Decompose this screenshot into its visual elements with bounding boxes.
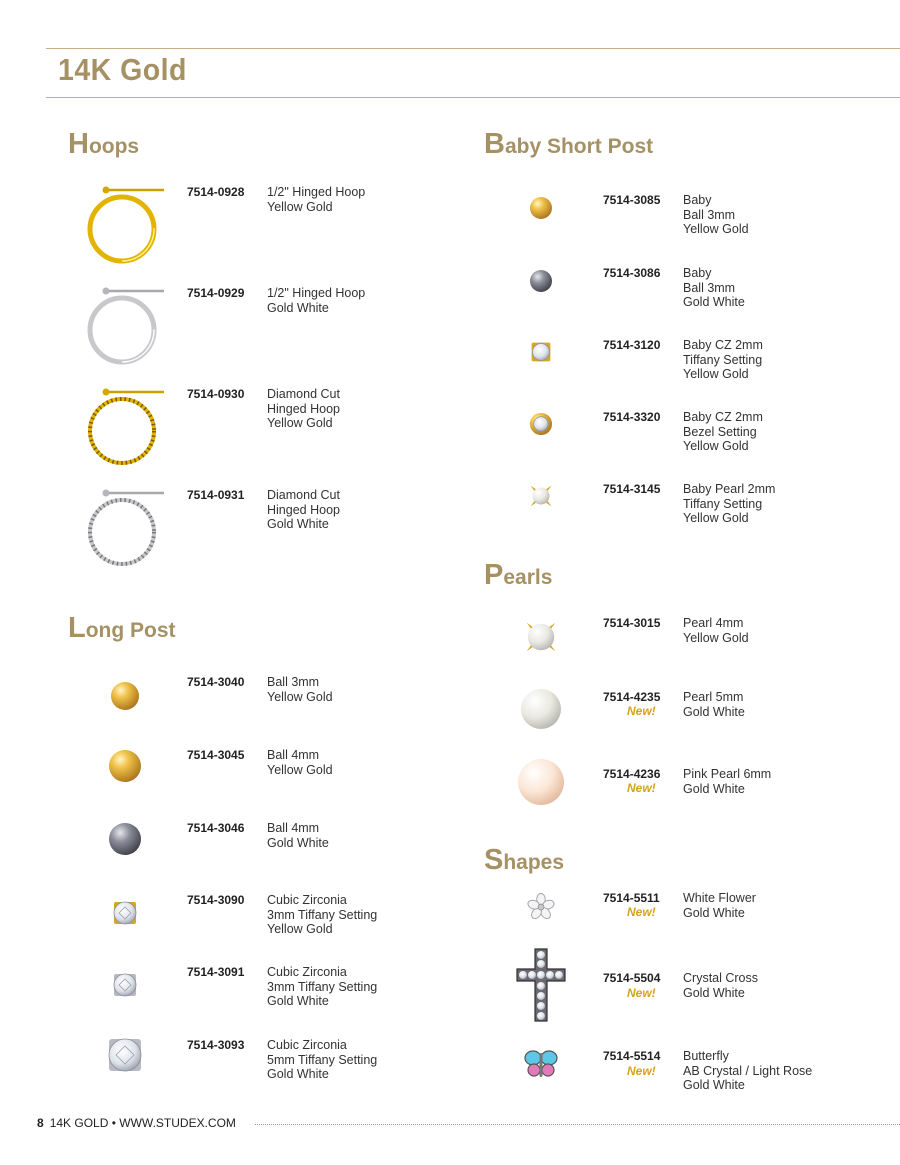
product-description: 1/2" Hinged Hoop Gold White xyxy=(267,286,366,315)
product-code: 7514-0929 xyxy=(187,286,245,300)
list-item xyxy=(496,410,900,480)
gold-ball-icon xyxy=(85,748,165,784)
product-description: Baby Ball 3mm Gold White xyxy=(683,266,745,310)
list-item xyxy=(496,266,900,336)
product-description: Baby Ball 3mm Yellow Gold xyxy=(683,193,749,237)
section-title-long-post: Long Post xyxy=(68,612,176,644)
list-item xyxy=(80,387,500,457)
footer xyxy=(37,1116,236,1130)
flower-icon xyxy=(501,891,581,923)
product-code: 7514-3145 xyxy=(603,482,661,496)
gold-diamond-cut-hoop-icon xyxy=(80,387,170,467)
product-description: Baby CZ 2mm Tiffany Setting Yellow Gold xyxy=(683,338,763,382)
product-code: 7514-3085 xyxy=(603,193,661,207)
product-description: Baby CZ 2mm Bezel Setting Yellow Gold xyxy=(683,410,763,454)
product-code: 7514-5514 xyxy=(603,1049,661,1063)
product-description: White Flower Gold White xyxy=(683,891,756,920)
product-description: 1/2" Hinged Hoop Yellow Gold xyxy=(267,185,366,214)
silver-ball-icon xyxy=(501,266,581,296)
product-description: Baby Pearl 2mm Tiffany Setting Yellow Gold xyxy=(683,482,776,526)
white-pearl-icon xyxy=(501,690,581,728)
list-item xyxy=(80,488,500,558)
new-badge: New! xyxy=(627,905,656,919)
pink-pearl-icon xyxy=(501,767,581,797)
list-item xyxy=(80,748,500,818)
cz-bezel-icon xyxy=(501,410,581,438)
list-item xyxy=(80,675,500,745)
product-code: 7514-3086 xyxy=(603,266,661,280)
product-description: Butterfly AB Crystal / Light Rose Gold White xyxy=(683,1049,813,1093)
cz-white-prong-large-icon xyxy=(85,1038,165,1072)
product-code: 7514-4236 xyxy=(603,767,661,781)
product-description: Pink Pearl 6mm Gold White xyxy=(683,767,772,796)
new-badge: New! xyxy=(627,781,656,795)
product-code: 7514-3090 xyxy=(187,893,245,907)
section-title-hoops: Hoops xyxy=(68,128,140,160)
new-badge: New! xyxy=(627,704,656,718)
product-code: 7514-0931 xyxy=(187,488,245,502)
list-item xyxy=(496,193,900,263)
list-item xyxy=(80,821,500,891)
product-description: Pearl 4mm Yellow Gold xyxy=(683,616,749,645)
product-description: Pearl 5mm Gold White xyxy=(683,690,745,719)
butterfly-icon xyxy=(501,1049,581,1079)
product-code: 7514-4235 xyxy=(603,690,661,704)
list-item xyxy=(496,767,900,837)
top-rule xyxy=(46,48,900,49)
list-item xyxy=(496,971,900,1041)
silver-ball-icon xyxy=(85,821,165,857)
section-title-pearls: Pearls xyxy=(484,559,553,591)
product-description: Cubic Zirconia 3mm Tiffany Setting Yellow Gold xyxy=(267,893,378,937)
product-description: Diamond Cut Hinged Hoop Yellow Gold xyxy=(267,387,340,431)
product-description: Ball 4mm Yellow Gold xyxy=(267,748,333,777)
gold-ball-icon xyxy=(85,675,165,717)
product-description: Cubic Zirconia 3mm Tiffany Setting Gold White xyxy=(267,965,378,1009)
product-description: Ball 3mm Yellow Gold xyxy=(267,675,333,704)
product-description: Ball 4mm Gold White xyxy=(267,821,329,850)
footer-dotted-rule xyxy=(255,1124,900,1125)
product-code: 7514-5504 xyxy=(603,971,661,985)
list-item xyxy=(80,893,500,963)
list-item xyxy=(496,1049,900,1119)
white-hoop-icon xyxy=(80,286,170,366)
product-code: 7514-5511 xyxy=(603,891,660,905)
product-description: Diamond Cut Hinged Hoop Gold White xyxy=(267,488,340,532)
pearl-prong-icon xyxy=(501,616,581,658)
page-number: 8 xyxy=(37,1116,44,1130)
section-title-baby-short-post: Baby Short Post xyxy=(484,128,654,160)
list-item xyxy=(80,286,500,356)
list-item xyxy=(80,185,500,255)
list-item xyxy=(496,482,900,552)
list-item xyxy=(496,690,900,760)
cross-icon xyxy=(501,971,581,999)
section-title-shapes: Shapes xyxy=(484,844,565,876)
product-description: Cubic Zirconia 5mm Tiffany Setting Gold White xyxy=(267,1038,378,1082)
gold-hoop-icon xyxy=(80,185,170,265)
page-title: 14K Gold xyxy=(58,52,187,87)
cz-white-prong-icon xyxy=(85,965,165,1005)
list-item xyxy=(496,338,900,408)
product-code: 7514-3045 xyxy=(187,748,245,762)
product-code: 7514-3040 xyxy=(187,675,245,689)
list-item xyxy=(496,616,900,686)
cz-gold-prong-icon xyxy=(501,338,581,366)
footer-text: 14K GOLD • WWW.STUDEX.COM xyxy=(49,1116,236,1130)
product-code: 7514-3093 xyxy=(187,1038,245,1052)
new-badge: New! xyxy=(627,1064,656,1078)
gold-ball-icon xyxy=(501,193,581,223)
product-code: 7514-0930 xyxy=(187,387,245,401)
product-code: 7514-0928 xyxy=(187,185,245,199)
title-rule xyxy=(46,97,900,98)
product-code: 7514-3091 xyxy=(187,965,245,979)
list-item xyxy=(80,1038,500,1108)
white-diamond-cut-hoop-icon xyxy=(80,488,170,568)
list-item xyxy=(80,965,500,1035)
new-badge: New! xyxy=(627,986,656,1000)
product-code: 7514-3120 xyxy=(603,338,661,352)
cz-gold-prong-icon xyxy=(85,893,165,933)
product-description: Crystal Cross Gold White xyxy=(683,971,759,1000)
product-code: 7514-3046 xyxy=(187,821,245,835)
pearl-prong-icon xyxy=(501,482,581,510)
product-code: 7514-3015 xyxy=(603,616,661,630)
product-code: 7514-3320 xyxy=(603,410,661,424)
